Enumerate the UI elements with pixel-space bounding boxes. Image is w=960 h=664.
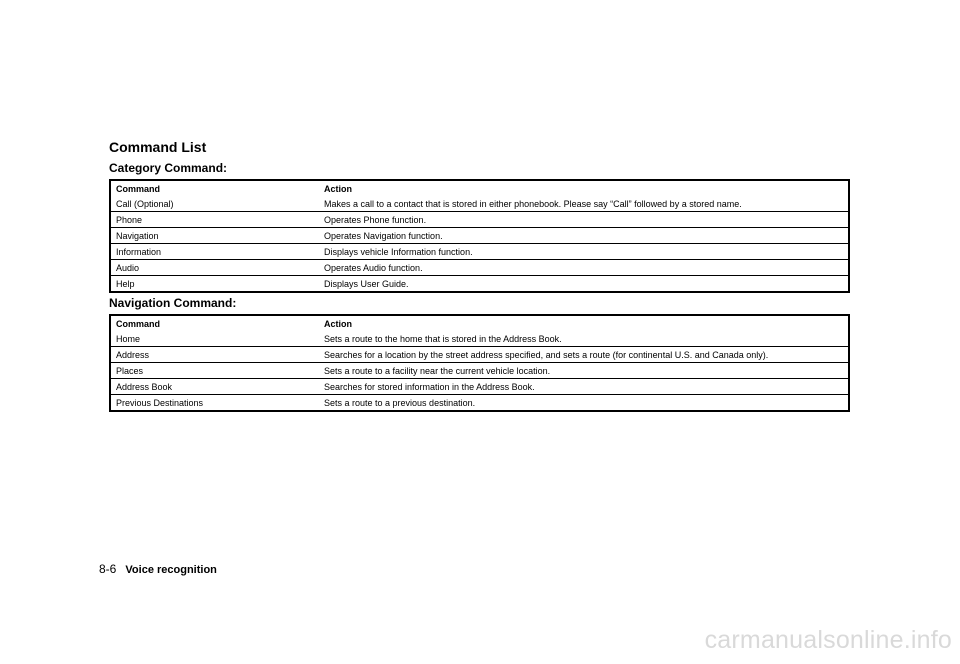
action-cell: Makes a call to a contact that is stored in either phonebook. Please say “Call” followed by a stored name. [324,198,742,209]
table-row [110,347,849,363]
page-footer [99,562,217,576]
page-number: 8-6 [99,562,117,576]
command-cell: Audio [116,262,140,273]
column-header-action: Action [324,318,352,329]
action-cell: Operates Navigation function. [324,230,443,241]
navigation-command-heading: Navigation Command: [109,296,237,310]
table-row [110,244,849,260]
table-header-row [110,315,849,331]
column-header-action: Action [324,183,352,194]
action-cell: Operates Phone function. [324,214,427,225]
column-header-command: Command [116,183,161,194]
command-cell: Address [116,349,150,360]
action-cell: Operates Audio function. [324,262,423,273]
table-row [110,276,849,293]
command-cell: Navigation [116,230,159,241]
table-row [110,395,849,412]
navigation-command-table [109,314,850,412]
watermark: carmanualsonline.info [704,626,952,654]
command-cell: Previous Destinations [116,397,204,408]
table-row [110,363,849,379]
table-row [110,260,849,276]
action-cell: Sets a route to a facility near the current vehicle location. [324,365,551,376]
table-row [110,379,849,395]
action-cell: Sets a route to the home that is stored in the Address Book. [324,333,562,344]
column-header-command: Command [116,318,161,329]
command-cell: Home [116,333,141,344]
page-title: Command List [109,139,207,155]
category-command-table [109,179,850,293]
command-cell: Help [116,278,135,289]
action-cell: Displays User Guide. [324,278,409,289]
action-cell: Displays vehicle Information function. [324,246,473,257]
table-row [110,212,849,228]
action-cell: Searches for stored information in the Address Book. [324,381,535,392]
table-header-row [110,180,849,196]
section-name: Voice recognition [125,564,217,576]
table-row [110,331,849,347]
table-row [110,196,849,212]
action-cell: Searches for a location by the street address specified, and sets a route (for continental U.S. and Canada only). [324,349,769,360]
command-cell: Address Book [116,381,173,392]
command-cell: Phone [116,214,143,225]
command-cell: Call (Optional) [116,198,174,209]
action-cell: Sets a route to a previous destination. [324,397,476,408]
command-cell: Information [116,246,162,257]
category-command-heading: Category Command: [109,161,228,175]
command-cell: Places [116,365,144,376]
table-row [110,228,849,244]
